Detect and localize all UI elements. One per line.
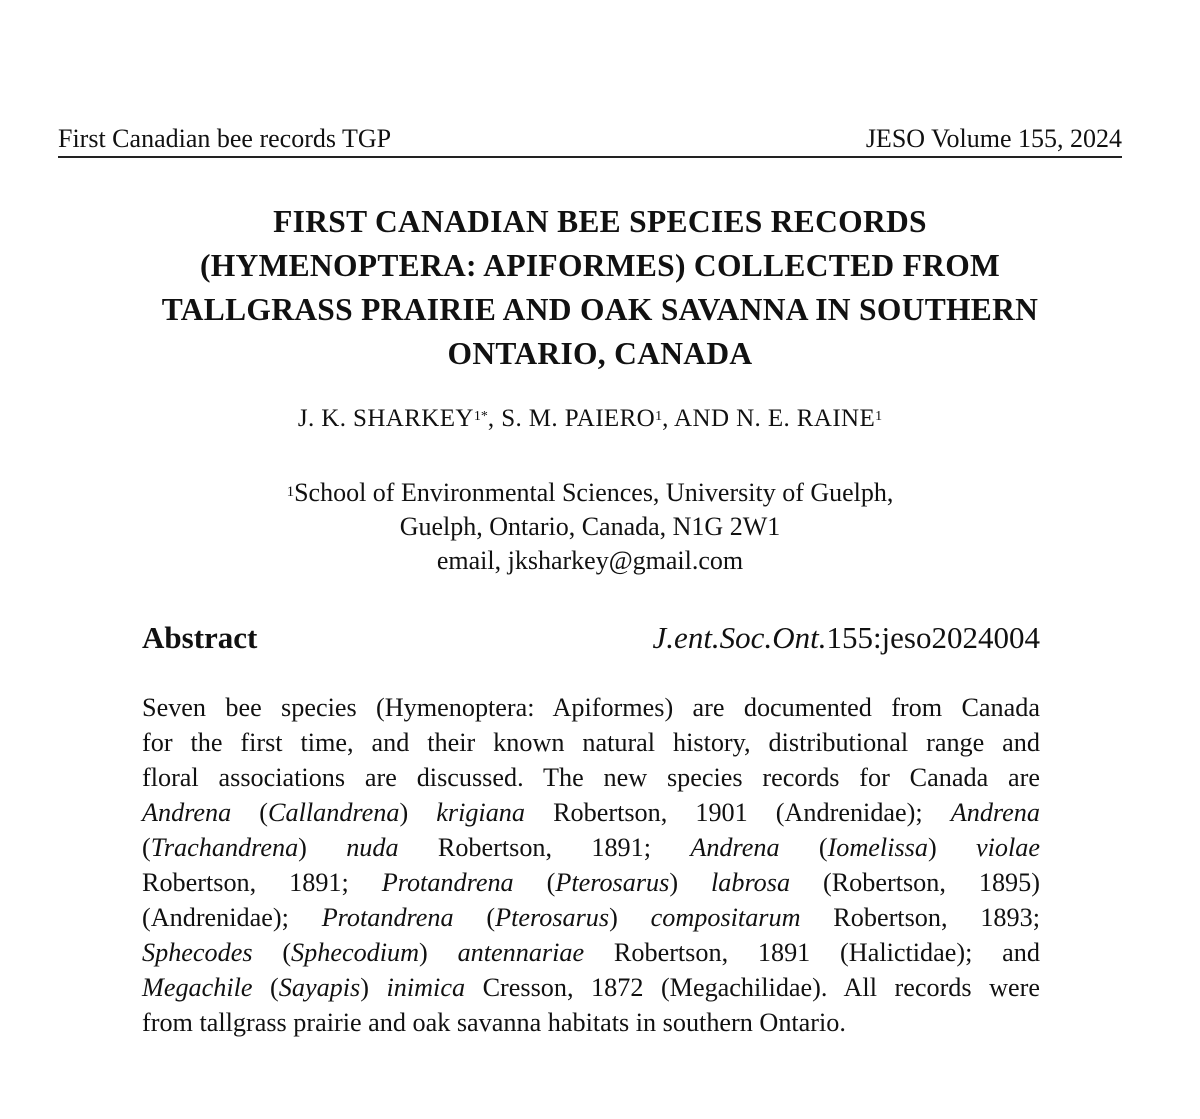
author-name: S. M. PAIERO: [501, 405, 656, 432]
abstract-text: (: [252, 938, 292, 967]
abstract-text: (Andrenidae);: [142, 903, 322, 932]
taxon-name: Protandrena: [381, 868, 514, 897]
paper-title: [60, 200, 1140, 376]
abstract-text: for the first time, and their known natural history, distributional range and: [142, 728, 1040, 757]
abstract-text: Robertson, 1891 (Halictidae); and: [584, 938, 1040, 967]
title-line: ONTARIO, CANADA: [447, 336, 753, 371]
journal-volume-id: 155:jeso2024004: [826, 620, 1040, 655]
journal-abbrev: J.ent.Soc.Ont.: [652, 620, 827, 655]
abstract-line: [142, 935, 1040, 970]
abstract-line: [142, 900, 1040, 935]
abstract-text: ): [399, 798, 437, 827]
running-head: [58, 122, 1122, 158]
taxon-name: Trachandrena: [150, 833, 299, 862]
taxon-name: Andrena: [142, 798, 232, 827]
taxon-name: nuda: [346, 833, 399, 862]
abstract-text: floral associations are discussed. The new species records for Canada are: [142, 763, 1040, 792]
taxon-name: Andrena: [950, 798, 1040, 827]
abstract-text: ): [298, 833, 347, 862]
taxon-name: labrosa: [710, 868, 791, 897]
abstract-text: (: [779, 833, 828, 862]
abstract-text: ): [360, 973, 387, 1002]
taxon-name: Pterosarus: [555, 868, 670, 897]
abstract-text: Seven bee species (Hymenoptera: Apiformes) are documented from Canada: [142, 693, 1040, 722]
affiliation: [0, 476, 1180, 578]
abstract-line: [142, 830, 1040, 865]
affiliation-line: [0, 476, 1180, 510]
taxon-name: Pterosarus: [495, 903, 610, 932]
author-name: N. E. RAINE: [736, 405, 876, 432]
abstract-text: (: [513, 868, 556, 897]
title-line: TALLGRASS PRAIRIE AND OAK SAVANNA IN SOUTHERN: [161, 292, 1039, 327]
abstract-line: [142, 795, 1040, 830]
taxon-name: Sphecodium: [291, 938, 420, 967]
abstract-text: (: [231, 798, 269, 827]
abstract-header: [142, 618, 1040, 658]
taxon-name: Andrena: [690, 833, 780, 862]
abstract-heading: Abstract: [142, 620, 258, 655]
running-head-left: First Canadian bee records TGP: [58, 124, 392, 153]
abstract-line: [142, 865, 1040, 900]
title-line: FIRST CANADIAN BEE SPECIES RECORDS: [273, 204, 927, 239]
abstract-text: ): [609, 903, 651, 932]
abstract-text: ): [419, 938, 458, 967]
affiliation-text: School of Environmental Sciences, University of Guelph,: [294, 478, 894, 507]
taxon-name: krigiana: [436, 798, 525, 827]
abstract-text: Robertson, 1891;: [142, 868, 382, 897]
author-separator: ,: [487, 405, 502, 432]
taxon-name: Callandrena: [268, 798, 400, 827]
abstract-text: Robertson, 1893;: [800, 903, 1040, 932]
abstract-line: [142, 970, 1040, 1005]
abstract-text: from tallgrass prairie and oak savanna habitats in southern Ontario.: [142, 1008, 846, 1037]
taxon-name: Protandrena: [321, 903, 454, 932]
taxon-name: Megachile: [142, 973, 253, 1002]
author-affiliation-mark: 1: [875, 409, 883, 424]
abstract-line: [142, 725, 1040, 760]
taxon-name: Sphecodes: [142, 938, 253, 967]
abstract-text: ): [669, 868, 711, 897]
affiliation-mark: 1: [286, 484, 295, 500]
affiliation-line: Guelph, Ontario, Canada, N1G 2W1: [399, 512, 781, 541]
abstract-text: (Robertson, 1895): [790, 868, 1040, 897]
abstract-text: (: [453, 903, 496, 932]
abstract-text: (: [252, 973, 279, 1002]
abstract-line: [142, 690, 1040, 725]
taxon-name: Sayapis: [278, 973, 361, 1002]
abstract-line: [142, 760, 1040, 795]
taxon-name: violae: [976, 833, 1040, 862]
running-head-right: JESO Volume 155, 2024: [865, 124, 1122, 153]
journal-citation: [653, 618, 1040, 658]
abstract-text: (: [142, 833, 151, 862]
abstract-text: Robertson, 1901 (Andrenidae);: [525, 798, 951, 827]
taxon-name: Iomelissa: [827, 833, 928, 862]
abstract-body: [142, 690, 1040, 1040]
author-list: [0, 402, 1180, 436]
taxon-name: inimica: [386, 973, 466, 1002]
author-separator: , AND: [662, 405, 737, 432]
abstract-text: ): [927, 833, 976, 862]
title-line: (HYMENOPTERA: APIFORMES) COLLECTED FROM: [199, 248, 1001, 283]
taxon-name: antennariae: [457, 938, 585, 967]
author-affiliation-mark: 1*: [473, 409, 488, 424]
abstract-text: Robertson, 1891;: [398, 833, 691, 862]
author-affiliation-mark: 1: [655, 409, 663, 424]
abstract-text: Cresson, 1872 (Megachilidae). All records were: [465, 973, 1040, 1002]
affiliation-email: email, jksharkey@gmail.com: [436, 546, 744, 575]
author-name: J. K. SHARKEY: [297, 405, 474, 432]
taxon-name: compositarum: [650, 903, 801, 932]
abstract-line: [142, 1005, 1040, 1040]
